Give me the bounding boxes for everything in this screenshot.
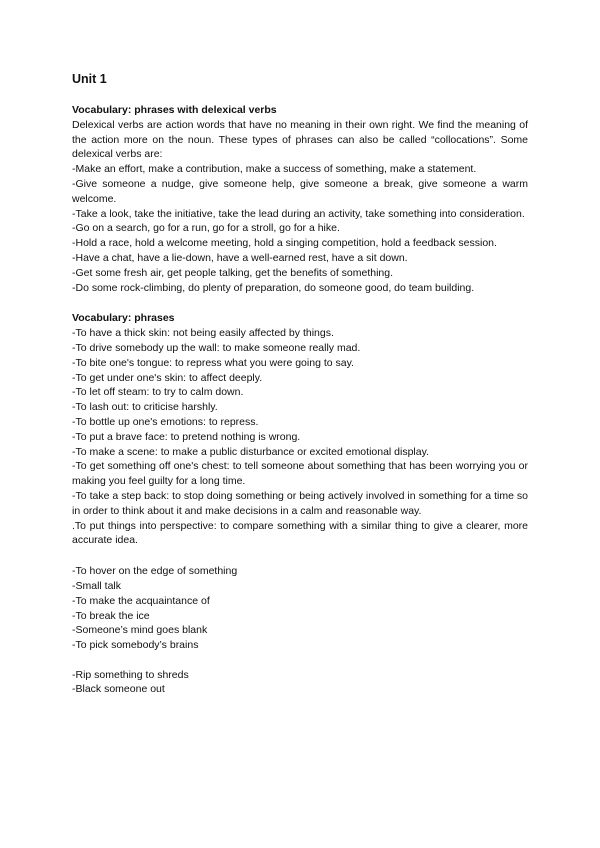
expressions-list-2 [72, 668, 528, 698]
list-item: -To let off steam: to try to calm down. [72, 386, 244, 399]
phrases-section [72, 311, 528, 548]
list-item: .To put things into perspective: to compare something with a similar thing to give a clearer, more accurate idea. [72, 519, 528, 547]
list-item: -To pick somebody’s brains [72, 639, 199, 652]
delexical-verbs-section [72, 103, 528, 295]
list-item: -Take a look, take the initiative, take the lead during an activity, take something into consideration. [72, 207, 525, 220]
list-item: -Hold a race, hold a welcome meeting, hold a singing competition, hold a feedback session. [72, 237, 497, 250]
expressions-list [72, 564, 528, 653]
list-item: -Go on a search, go for a run, go for a stroll, go for a hike. [72, 222, 340, 235]
section-intro: Delexical verbs are action words that have no meaning in their own right. We find the meaning of the action more on the noun. These types of phrases can also be called “collocations”. Some delexical verbs are: [72, 118, 528, 161]
list-item: -To bite one's tongue: to repress what you were going to say. [72, 356, 354, 369]
list-item: -To drive somebody up the wall: to make someone really mad. [72, 341, 361, 354]
list-item: -Small talk [72, 579, 122, 592]
list-item: -To put a brave face: to pretend nothing is wrong. [72, 430, 301, 443]
list-item: -Have a chat, have a lie-down, have a well-earned rest, have a sit down. [72, 251, 408, 264]
list-item: -To get under one's skin: to affect deeply. [72, 371, 263, 384]
list-item: -To have a thick skin: not being easily affected by things. [72, 327, 334, 340]
list-item: -To break the ice [72, 609, 150, 622]
list-item: -To lash out: to criticise harshly. [72, 401, 218, 414]
list-item: -To get something off one's chest: to tell someone about something that has been worrying you or making you feel guilty for a long time. [72, 460, 528, 488]
list-item: -Give someone a nudge, give someone help, give someone a break, give someone a warm welcome. [72, 177, 528, 205]
list-item: -Black someone out [72, 683, 165, 696]
list-item: -Make an effort, make a contribution, make a success of something, make a statement. [72, 163, 477, 176]
list-item: -To make the acquaintance of [72, 594, 210, 607]
list-item: -Do some rock-climbing, do plenty of preparation, do someone good, do team building. [72, 281, 475, 294]
list-item: -Rip something to shreds [72, 668, 189, 681]
unit-title: Unit 1 [72, 72, 107, 86]
section-heading: Vocabulary: phrases [72, 312, 175, 325]
list-item: -To hover on the edge of something [72, 565, 238, 578]
list-item: -Someone’s mind goes blank [72, 624, 208, 637]
section-heading: Vocabulary: phrases with delexical verbs [72, 104, 277, 116]
list-item: -To make a scene: to make a public disturbance or excited emotional display. [72, 445, 429, 458]
list-item: -To take a step back: to stop doing something or being actively involved in something for a time so in order to think about it and make decisions in a calm and reasonable way. [72, 489, 528, 517]
list-item: -To bottle up one's emotions: to repress. [72, 415, 259, 428]
list-item: -Get some fresh air, get people talking, get the benefits of something. [72, 266, 394, 279]
